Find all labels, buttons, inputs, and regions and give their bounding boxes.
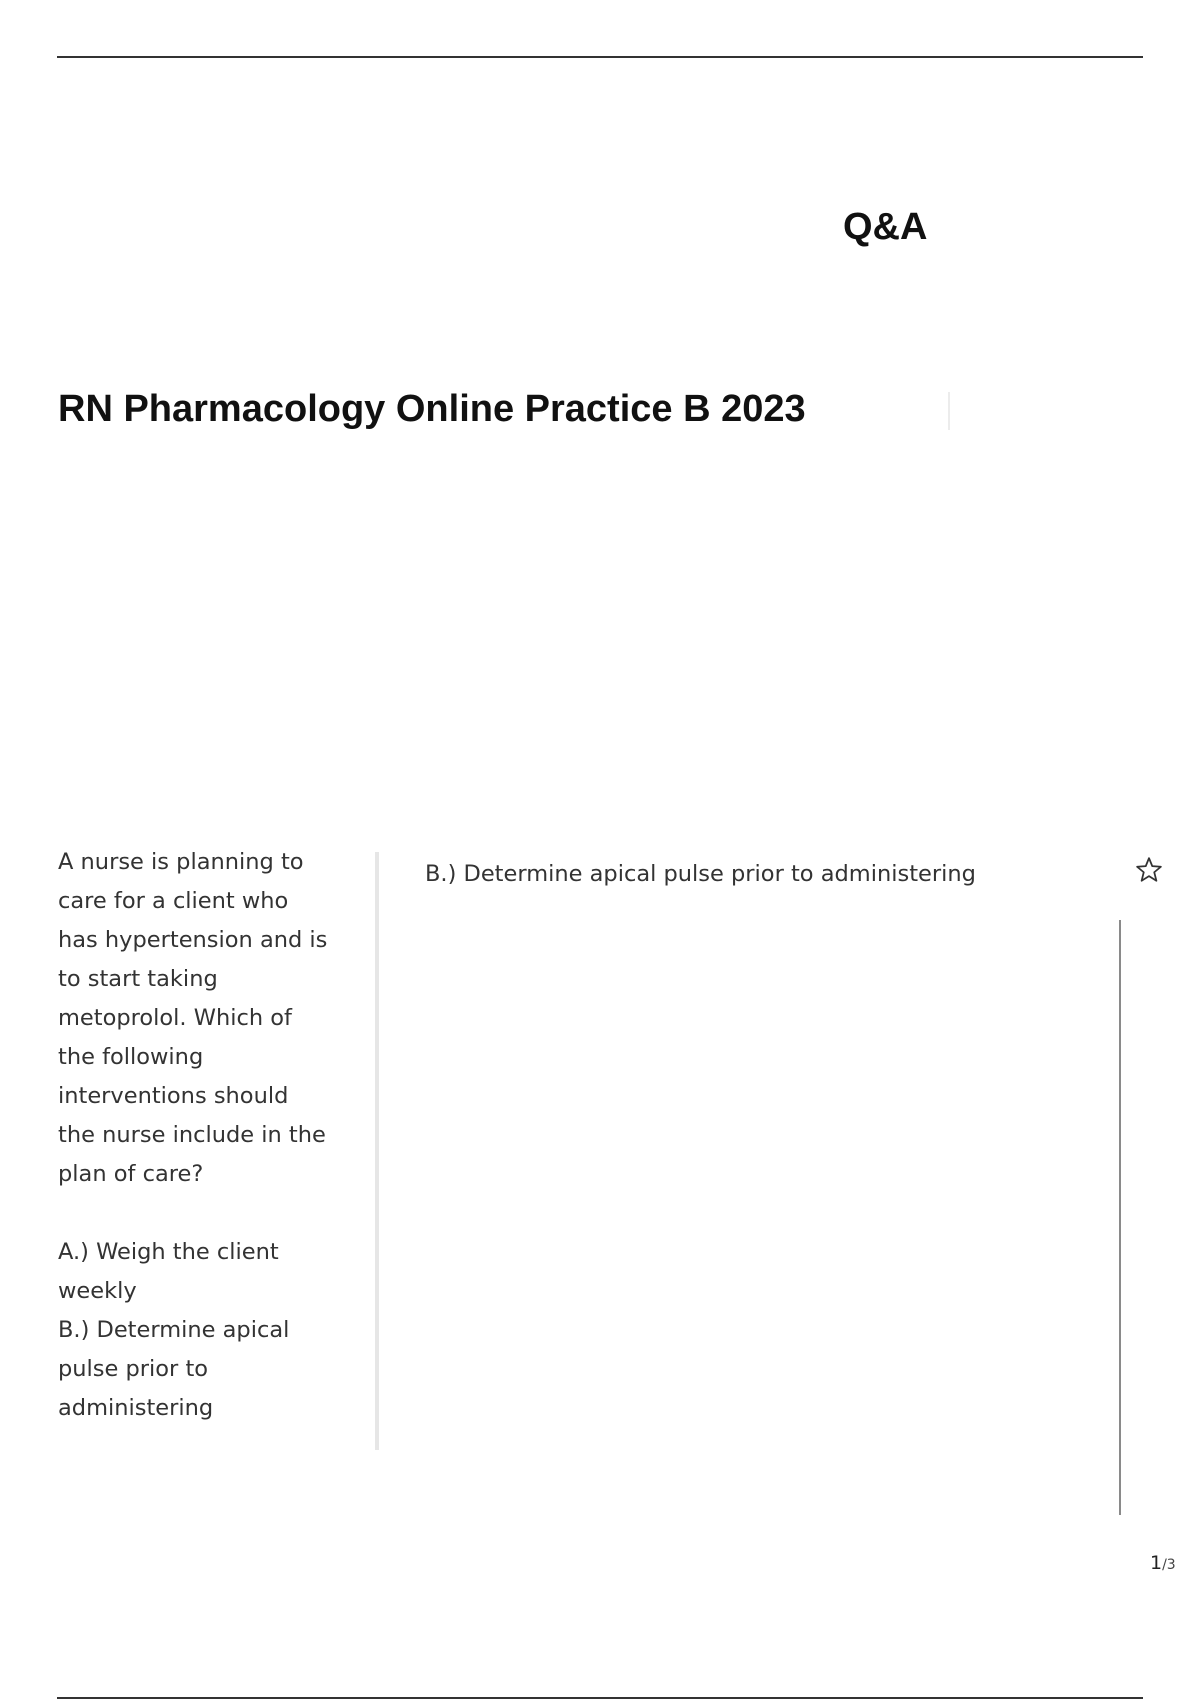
page-current: 1 bbox=[1150, 1552, 1163, 1574]
question-spacer bbox=[58, 1194, 348, 1233]
option-line: administering bbox=[58, 1395, 214, 1421]
document-title: RN Pharmacology Online Practice B 2023 bbox=[58, 388, 806, 430]
question-line: has hypertension and is bbox=[58, 927, 328, 953]
qa-label: Q&A bbox=[843, 206, 928, 248]
option-line: pulse prior to bbox=[58, 1356, 209, 1382]
question-term bbox=[58, 843, 348, 1428]
question-line: metoprolol. Which of bbox=[58, 1005, 292, 1031]
page-number bbox=[1150, 1552, 1176, 1574]
question-line: interventions should bbox=[58, 1083, 289, 1109]
top-rule bbox=[57, 56, 1143, 58]
question-line: the following bbox=[58, 1044, 204, 1070]
option-line: weekly bbox=[58, 1278, 137, 1304]
star-outline-icon[interactable] bbox=[1134, 855, 1164, 885]
question-line: A nurse is planning to bbox=[58, 849, 304, 875]
question-line: plan of care? bbox=[58, 1161, 204, 1187]
title-divider bbox=[948, 392, 950, 430]
question-line: care for a client who bbox=[58, 888, 289, 914]
option-line: B.) Determine apical bbox=[58, 1317, 290, 1343]
column-divider bbox=[375, 852, 379, 1450]
bottom-rule bbox=[57, 1697, 1143, 1699]
answer-definition: B.) Determine apical pulse prior to administering bbox=[425, 861, 976, 887]
page-total: /3 bbox=[1162, 1557, 1176, 1573]
question-line: the nurse include in the bbox=[58, 1122, 326, 1148]
question-line: to start taking bbox=[58, 966, 218, 992]
card-right-divider bbox=[1119, 920, 1121, 1515]
option-line: A.) Weigh the client bbox=[58, 1239, 279, 1265]
